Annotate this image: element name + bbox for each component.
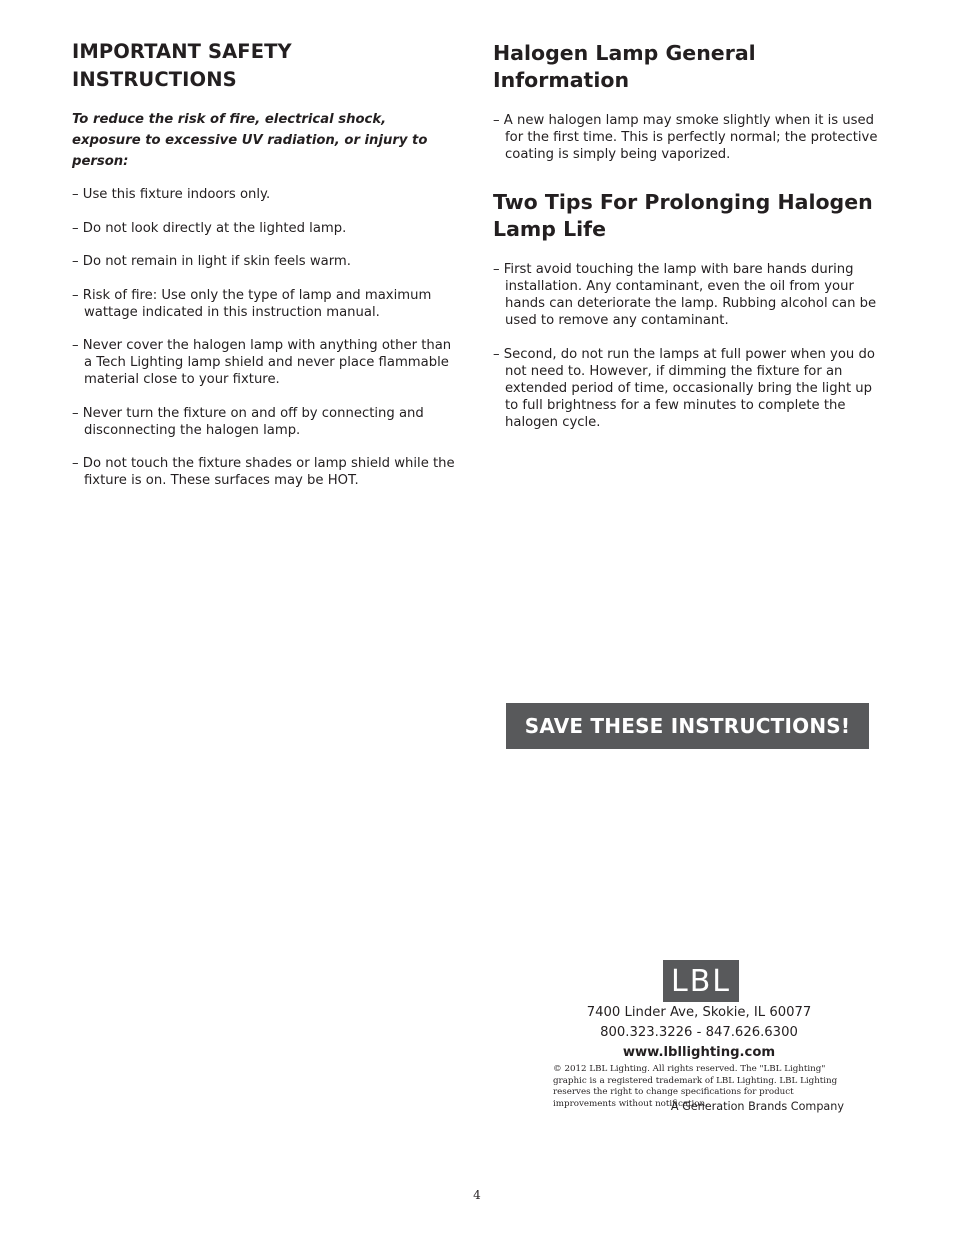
copyright-notice: © 2012 LBL Lighting. All rights reserved. The "LBL Lighting" graphic is a registered trademark of LBL Lighting. LBL Lighting reserves the right to change specifications for product improvements without notification. (553, 1064, 838, 1109)
list-item: – A new halogen lamp may smoke slightly when it is used for the first time. This is perfectly normal; the protective coating is simply being vaporized. (493, 113, 878, 162)
general-info-list (493, 112, 883, 163)
list-item: – First avoid touching the lamp with bare hands during installation. Any contaminant, even the oil from your hands can deteriorate the lamp. Rubbing alcohol can be used to remove any contaminant. (493, 262, 877, 328)
list-item: – Never turn the fixture on and off by connecting and disconnecting the halogen lamp. (72, 405, 424, 438)
list-item: – Use this fixture indoors only. (72, 187, 271, 202)
general-info-title: Halogen Lamp General Information (493, 41, 756, 92)
list-item: – Do not look directly at the lighted lamp. (72, 220, 347, 236)
page-number: 4 (473, 1188, 481, 1202)
safety-section (72, 38, 457, 506)
save-instructions-banner: SAVE THESE INSTRUCTIONS! (506, 703, 869, 749)
list-item: – Do not touch the fixture shades or lamp shield while the fixture is on. These surfaces may be HOT. (72, 456, 455, 488)
list-item: – Second, do not run the lamps at full power when you do not need to. However, if dimming the fixture for an extended period of time, occasionally bring the light up to full brightness for a few minutes to complete the halogen cycle. (493, 347, 875, 430)
parent-company: A Generation Brands Company (670, 1100, 844, 1113)
company-address: 7400 Linder Ave, Skokie, IL 60077 (586, 1005, 812, 1020)
safety-title: IMPORTANT SAFETY INSTRUCTIONS (72, 40, 292, 91)
safety-intro: To reduce the risk of fire, electrical shock, exposure to excessive UV radiation, or injury to person: (72, 112, 428, 169)
list-item: – Risk of fire: Use only the type of lamp and maximum wattage indicated in this instruction manual. (72, 287, 432, 320)
halogen-info-section (493, 40, 883, 448)
list-item: – Do not remain in light if skin feels warm. (72, 254, 351, 269)
safety-list (72, 186, 457, 489)
tips-list (493, 261, 883, 431)
company-website: www.lbllighting.com (622, 1045, 776, 1060)
tips-title: Two Tips For Prolonging Halogen Lamp Life (493, 190, 873, 241)
lbl-logo: LBL (663, 960, 739, 1002)
company-phone: 800.323.3226 - 847.626.6300 (600, 1025, 798, 1040)
list-item: – Never cover the halogen lamp with anything other than a Tech Lighting lamp shield and never place flammable material close to your fixture. (72, 338, 452, 387)
